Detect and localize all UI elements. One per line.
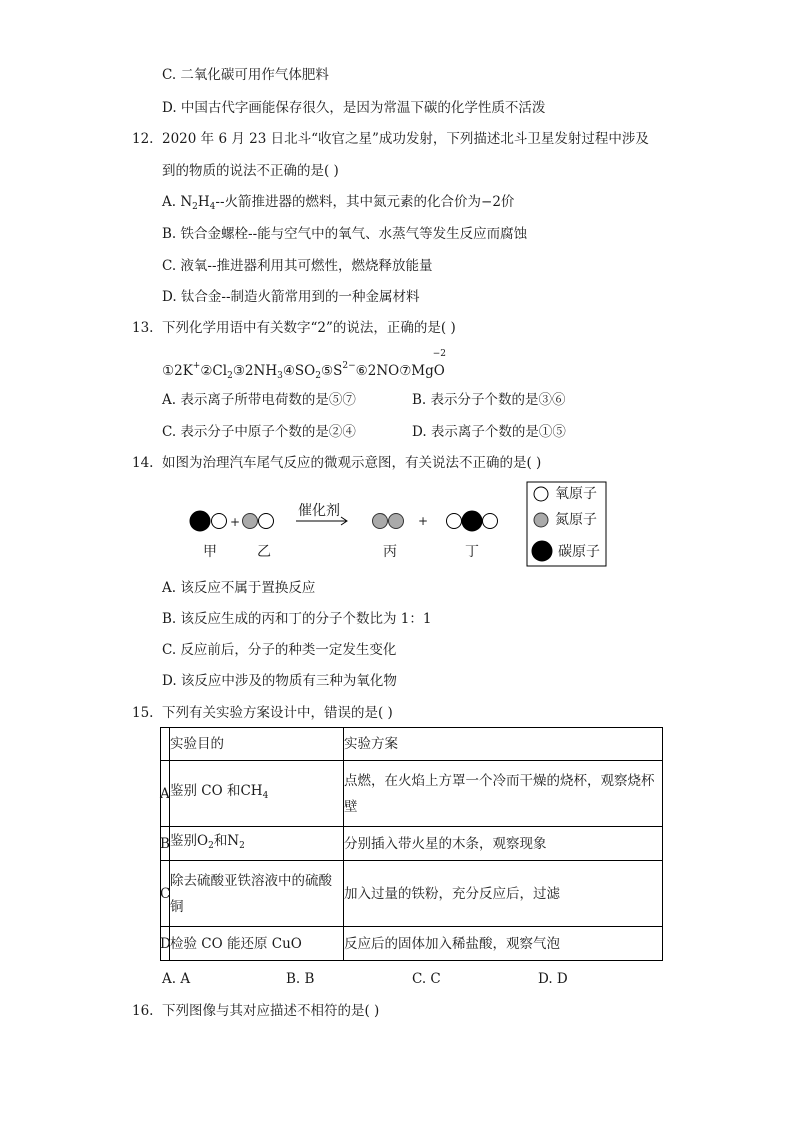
header-goal: 实验目的 [170,728,344,761]
label-jia: 甲 [203,544,217,560]
row-b-letter: B [161,827,170,861]
q11-option-d: D. 中国古代字画能保存很久，是因为常温下碳的化学性质不活泼 [162,100,546,116]
row-a-goal: 鉴别 CO 和$CH_4$ [170,761,344,827]
q12-option-c: C. 液氧--推进器利用其可燃性，燃烧释放能量 [162,258,433,274]
table-row [161,861,663,927]
row-a-letter: A [161,761,170,827]
row-b-goal: 鉴别$O_2$和$N_2$ [170,827,344,861]
legend-oxygen-swatch [534,487,548,501]
table-row [161,927,663,961]
legend-carbon-swatch [532,541,552,561]
row-d-plan: 反应后的固体加入稀盐酸，观察气泡 [344,927,663,961]
legend-carbon-label: 碳原子 [558,544,600,560]
row-a-plan: 点燃，在火焰上方罩一个冷而干燥的烧杯，观察烧杯壁 [344,761,663,827]
row-d-goal: 检验 CO 能还原 CuO [170,927,344,961]
label-bing: 丙 [383,544,397,560]
q13-option-a: A. 表示离子所带电荷数的是⑤⑦ [162,392,356,408]
q13-option-b: B. 表示分子个数的是③⑥ [412,392,566,408]
row-c-letter: C [161,861,170,927]
table-header-row [161,728,663,761]
jia-oxygen-atom [212,514,227,529]
table-row [161,761,663,827]
legend-nitrogen-label: 氮原子 [555,512,597,528]
yi-nitrogen-atom [243,514,258,529]
reaction-arrow-head [341,517,347,525]
q15-answer-b: B. B [286,971,315,987]
q14-option-c: C. 反应前后，分子的种类一定发生变化 [162,642,397,658]
legend-nitrogen-swatch [534,513,548,527]
mg-o-valence: −2 [432,349,447,359]
q13-option-c: C. 表示分子中原子个数的是②④ [162,424,356,440]
row-b-plan: 分别插入带火星的木条，观察现象 [344,827,663,861]
row-c-goal: 除去硫酸亚铁溶液中的硫酸铜 [170,861,344,927]
ding-oxygen-atom-2 [483,514,498,529]
header-blank-cell [161,728,170,761]
q13-number: 13. [132,320,154,336]
row-c-plan: 加入过量的铁粉，充分反应后，过滤 [344,861,663,927]
q14-stem: 如图为治理汽车尾气反应的微观示意图，有关说法不正确的是( ) [162,455,542,471]
q15-number: 15. [132,705,154,721]
experiment-table [160,727,663,961]
q16-number: 16. [132,1003,154,1019]
q15-answer-a: A. A [162,971,191,987]
label-ding: 丁 [465,544,479,560]
q14-number: 14. [132,455,154,471]
q14-option-b: B. 该反应生成的丙和丁的分子个数比为 1：1 [162,611,432,627]
bing-nitrogen-atom-1 [373,514,388,529]
q13-formula-list: $①2K^+②Cl_2③2NH_3④SO_2⑤S^{2-}⑥2NO⑦Mg$ −2 O [162,349,447,381]
label-yi: 乙 [257,544,271,560]
q13-option-d: D. 表示离子个数的是①⑤ [412,424,566,440]
ding-oxygen-atom-1 [447,514,462,529]
q11-option-c: C. 二氧化碳可用作气体肥料 [162,67,329,83]
q13-stem: 下列化学用语中有关数字“2”的说法，正确的是( ) [162,320,456,336]
header-plan: 实验方案 [344,728,663,761]
q12-stem-line2: 到的物质的说法不正确的是( ) [162,163,339,179]
row-d-letter: D [161,927,170,961]
ding-carbon-atom [462,511,482,531]
table-row [161,827,663,861]
plus-sign-1: + [230,515,241,529]
q12-stem-line1: 2020 年 6 月 23 日北斗“收官之星”成功发射，下列描述北斗卫星发射过程中涉及 [162,131,649,147]
q14-option-a: A. 该反应不属于置换反应 [162,580,316,596]
jia-carbon-atom [190,511,210,531]
plus-sign-2: + [418,514,429,528]
catalyst-label: 催化剂 [298,503,340,519]
q14-option-d: D. 该反应中涉及的物质有三种为氧化物 [162,673,397,689]
q12-option-a: A. $N_2H_4--$火箭推进器的燃料，其中氮元素的化合价为−2价 [162,194,515,212]
q16-stem: 下列图像与其对应描述不相符的是( ) [162,1003,380,1019]
q12-option-d: D. 钛合金--制造火箭常用到的一种金属材料 [162,289,420,305]
legend-oxygen-label: 氧原子 [555,486,597,502]
bing-nitrogen-atom-2 [389,514,404,529]
q12-number: 12. [132,131,154,147]
q15-answer-d: D. D [538,971,568,987]
q15-answer-c: C. C [412,971,441,987]
q15-stem: 下列有关实验方案设计中，错误的是( ) [162,705,393,721]
yi-oxygen-atom [259,514,274,529]
q12-option-b: B. 铁合金螺栓--能与空气中的氧气、水蒸气等发生反应而腐蚀 [162,226,528,242]
